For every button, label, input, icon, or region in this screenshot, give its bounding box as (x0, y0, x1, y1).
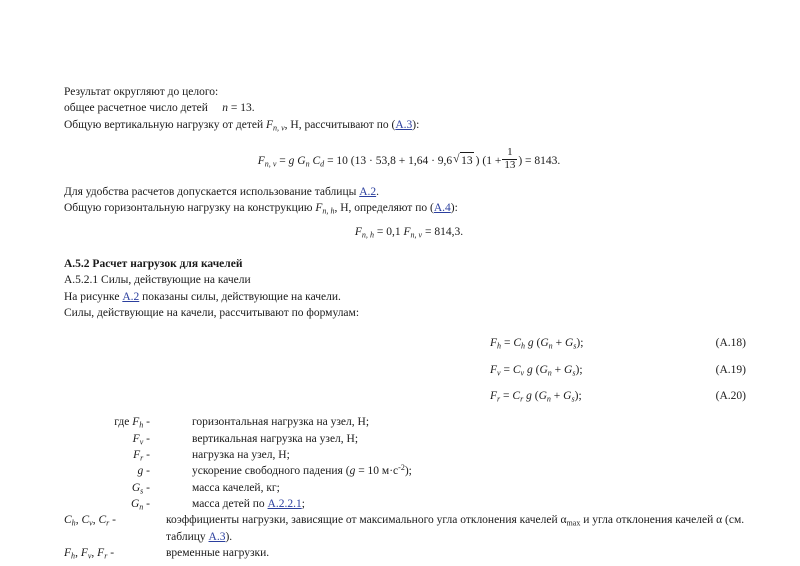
eq20-lhs-symbol: F (490, 390, 498, 403)
eq19-equals: = (503, 363, 510, 376)
definition-row-Fv (64, 431, 754, 447)
eq19-plus: + (554, 363, 562, 376)
def-g-desc-mid: = 10 м·с (355, 465, 399, 478)
fraction-denominator: 13 (504, 158, 516, 171)
eq19-g: g (526, 363, 533, 376)
def-Gn-subscript: n (139, 502, 144, 512)
def-Gs-letter: G (131, 481, 141, 494)
definition-desc-g (156, 463, 754, 479)
eq18-lhs (490, 337, 501, 349)
def-load-Fr-letter: F (97, 546, 105, 559)
formula-tail: ) = 8143. (518, 155, 561, 168)
sqrt-radicand: 13 (460, 152, 474, 169)
eq19-m2-letter: G (564, 363, 573, 376)
definition-desc-Fv: вертикальная нагрузка на узел, Н; (192, 432, 359, 445)
eq20-m2-letter: G (563, 390, 572, 403)
def-Gs-subscript: s (140, 485, 144, 495)
def-Ch-subscript: h (71, 518, 76, 528)
eq19-lhs-symbol: F (490, 363, 498, 376)
equation-row-a20 (64, 388, 754, 404)
eq18-lhs-symbol: F (490, 337, 498, 350)
eq20-lhs-subscript: r (497, 394, 501, 404)
formula-equals-1: = (279, 155, 286, 168)
intro-line-1: Результат округляют до целого: (64, 86, 219, 98)
eq19-coef-letter: C (512, 363, 521, 376)
definition-desc-coefficients (150, 512, 754, 545)
def-load-Fh-letter: F (64, 546, 72, 559)
eq19-coef-subscript: v (520, 367, 525, 377)
eq20-plus: + (553, 390, 561, 403)
eq20-m1-letter: G (538, 390, 547, 403)
formula-lhs-subscript: n, v (264, 159, 277, 169)
def-Gn-desc-pre: масса детей по (192, 498, 268, 510)
def-load-Fv-letter: F (80, 546, 88, 559)
formula-mid: ) (1 + (475, 155, 502, 168)
def-Fr-subscript: r (140, 453, 144, 463)
figure-reference-prefix: На рисунке (64, 290, 120, 303)
equation-number-a19: (А.19) (715, 363, 746, 376)
def-Gn-letter: G (130, 498, 140, 510)
definition-term-Gn (64, 496, 156, 512)
definition-term-g (64, 463, 156, 479)
def-Cr-letter: C (98, 514, 107, 527)
def-Fv-subscript: v (139, 436, 144, 446)
formula-h-rhs-subscript: n, v (410, 229, 423, 239)
definition-term-Fr (64, 447, 156, 463)
eq18-m1-subscript: n (548, 341, 553, 351)
def-load-Fh-symbol (64, 547, 75, 559)
eq18-lhs-subscript: h (497, 341, 502, 351)
eq18-m2-subscript: s (573, 341, 577, 351)
intro-line-2-text: общее расчетное число детей (64, 102, 208, 115)
eq20-equals: = (503, 390, 510, 403)
eq18-coef (513, 337, 525, 349)
section-subheading: А.5.2.1 Силы, действующие на качели (64, 274, 251, 287)
eq20-coef-letter: C (512, 390, 521, 403)
horizontal-note-line (64, 200, 754, 216)
def-load-Fv-subscript: v (87, 551, 92, 561)
horizontal-note-suffix: ): (450, 202, 458, 215)
eq20-m1-subscript: n (546, 394, 551, 404)
formula-h-lhs-symbol: F (354, 225, 362, 238)
formula-Cd (312, 155, 324, 167)
def-Fr-dash: - (146, 449, 150, 462)
definition-desc-Fr: нагрузка на узел, Н; (192, 449, 290, 462)
eq20-coef-subscript: r (520, 394, 524, 404)
def-Cv-symbol (81, 514, 92, 526)
eq20-lhs (490, 390, 500, 402)
def-Fv-letter: F (132, 432, 140, 445)
formula-G-letter: G (297, 155, 306, 168)
eq18-equals: = (503, 337, 511, 350)
definition-list (64, 414, 754, 561)
eq19-coef (513, 364, 524, 376)
xref-a2-figure-link[interactable]: А.2 (122, 290, 140, 303)
def-Cr-subscript: r (106, 518, 110, 528)
equation-a20-body (490, 388, 582, 404)
horizontal-note-mid: , Н, определяют по ( (334, 202, 434, 215)
eq18-plus: + (555, 337, 563, 350)
table-note-line (64, 184, 754, 200)
definition-row-g (64, 463, 754, 479)
formula-horizontal-load (64, 224, 754, 240)
def-alpha-max-subscript: max (566, 518, 581, 528)
def-g-desc-exponent: -2 (398, 463, 405, 473)
def-Gn-symbol (131, 498, 143, 510)
intro-line-3-prefix: Общую вертикальную нагрузку от детей (64, 118, 264, 131)
eq18-coef-letter: C (513, 337, 521, 350)
formula-lhs-symbol: F (257, 155, 265, 168)
xref-a3-table-link[interactable]: А.3 (208, 530, 226, 543)
eq19-m1 (539, 364, 551, 376)
def-coefficients-dash: - (112, 514, 116, 527)
def-Gn-dash: - (146, 498, 150, 510)
def-Gs-symbol (132, 482, 143, 494)
def-loads-dash: - (110, 546, 115, 559)
symbol-Fnh-subscript: n, h (322, 206, 335, 216)
eq19-m2-subscript: s (572, 367, 576, 377)
def-Ch-symbol (64, 514, 76, 526)
def-Cv-letter: C (81, 514, 90, 527)
intro-line-3-mid: , Н, рассчитывают по ( (284, 118, 396, 131)
equation-row-a18 (64, 335, 754, 351)
definition-row-Gn (64, 496, 754, 512)
formula-h-lhs-subscript: n, h (361, 229, 374, 239)
formula-g: g (288, 155, 295, 168)
equation-row-a19 (64, 362, 754, 378)
def-Fh-symbol (132, 416, 143, 428)
table-note-suffix: . (376, 186, 380, 199)
definition-lead-where: где (114, 416, 130, 429)
definition-term-Fv (64, 431, 156, 447)
equation-a18-body (490, 335, 583, 351)
def-Fh-subscript: h (139, 420, 144, 430)
eq18-g: g (527, 337, 534, 350)
definition-term-coefficients: $C_h$, $C_v$, $C_r$ - (64, 514, 116, 528)
section-heading: А.5.2 Расчет нагрузок для качелей (64, 258, 243, 271)
eq19-close-paren: ); (575, 363, 583, 376)
intro-line-2-value: = 13. (230, 102, 255, 115)
eq18-open-paren: ( (536, 337, 541, 350)
fraction-one-thirteenth (502, 147, 517, 171)
eq20-m2-subscript: s (571, 394, 575, 404)
definition-term-loads: $F_h$, $F_v$, $F_r$ - (64, 546, 115, 561)
xref-a221-link[interactable]: А.2.2.1 (267, 498, 302, 510)
eq19-lhs-subscript: v (497, 367, 501, 377)
def-load-Fh-subscript: h (71, 551, 76, 561)
xref-a2-table-link[interactable]: А.2 (359, 186, 377, 199)
def-Fv-dash: - (146, 432, 150, 445)
def-Fv-symbol (133, 433, 144, 445)
xref-a4-link[interactable]: А.4 (433, 202, 451, 215)
def-Gn-desc-post: ; (301, 498, 305, 510)
def-load-Fv-symbol (81, 547, 92, 559)
eq18-coef-subscript: h (520, 341, 526, 351)
definition-term-Gs (64, 480, 156, 496)
eq19-lhs (490, 364, 501, 376)
formulas-intro-line: Силы, действующие на качели, рассчитывают по формулам: (64, 307, 360, 320)
eq18-close-paren: ); (576, 337, 584, 350)
formula-h-rhs-symbol: F (403, 225, 411, 238)
formula-Gn (297, 155, 309, 167)
horizontal-note-prefix: Общую горизонтальную нагрузку на конструкцию (64, 202, 313, 215)
eq20-m1 (539, 390, 551, 402)
def-Fh-letter: F (132, 416, 140, 429)
def-coefficients-line2-pre: таблицу (166, 530, 209, 543)
def-Cr-symbol (98, 514, 109, 526)
symbol-F-subscript: n, v (273, 122, 285, 132)
formula-total-vertical-load (64, 147, 754, 171)
def-Fh-dash: - (146, 416, 150, 429)
symbol-F-letter: F (265, 118, 274, 131)
def-Fr-symbol (133, 449, 143, 461)
definition-desc-Fh: горизонтальная нагрузка на узел, Н; (192, 416, 370, 429)
sqrt-icon (453, 151, 476, 169)
def-g-desc-post: ); (404, 465, 412, 478)
def-coefficients-line2-post: ). (225, 530, 233, 543)
equation-number-a18: (А.18) (715, 337, 746, 350)
def-Gs-dash: - (146, 481, 150, 494)
variable-n: n (222, 102, 228, 115)
equation-a19-body (490, 362, 583, 378)
eq20-g: g (526, 390, 532, 403)
formula-h-rhs (403, 226, 422, 238)
definition-term-Fh (64, 414, 156, 430)
equation-block (64, 335, 754, 404)
formula-h-lhs (355, 226, 374, 238)
def-load-Fr-symbol (97, 547, 107, 559)
def-g-dash: - (146, 465, 150, 478)
eq20-m2 (563, 390, 574, 402)
formula-h-tail: = 814,3. (425, 225, 464, 238)
eq19-m2 (564, 364, 575, 376)
formula-h-body: = 0,1 (376, 225, 401, 238)
formula-lhs (258, 155, 277, 167)
eq20-open-paren: ( (534, 390, 539, 403)
definition-row-Fh (64, 414, 754, 430)
def-coefficients-text: коэффициенты нагрузки, зависящие от максимального угла отклонения качелей α (166, 514, 567, 527)
definition-desc-Gn (156, 496, 754, 512)
definition-desc-Gs: масса качелей, кг; (192, 481, 280, 494)
def-g-desc-var: g (349, 465, 356, 478)
table-note-prefix: Для удобства расчетов допускается использование таблицы (64, 186, 357, 199)
eq19-m1-subscript: n (547, 367, 552, 377)
definition-row-Fr (64, 447, 754, 463)
formula-body: = 10 (13 · 53,8 + 1,64 · 9,6 (327, 155, 453, 168)
definition-row-Gs (64, 480, 754, 496)
definition-row-coefficients (64, 512, 754, 545)
eq20-close-paren: ); (574, 390, 582, 403)
equation-number-a20: (А.20) (715, 390, 746, 403)
eq18-m1 (540, 337, 552, 349)
eq18-m2 (565, 337, 576, 349)
symbol-Fnv (266, 119, 285, 131)
def-Cv-subscript: v (89, 518, 93, 528)
def-Ch-letter: C (64, 514, 72, 527)
fraction-numerator: 1 (507, 145, 513, 158)
def-load-Fr-subscript: r (104, 551, 108, 561)
def-Fr-letter: F (133, 449, 141, 462)
definition-desc-loads: временные нагрузки. (166, 546, 270, 559)
def-g-symbol: g (137, 465, 144, 478)
eq20-coef (512, 390, 523, 402)
document-body (64, 84, 754, 561)
def-coefficients-text-cont: и угла отклонения качелей α (см. (580, 514, 745, 527)
intro-line-2 (64, 100, 754, 116)
intro-line-3 (64, 117, 754, 133)
eq19-m1-letter: G (539, 363, 548, 376)
formula-C-letter: C (312, 155, 321, 168)
def-g-desc-pre: ускорение свободного падения ( (192, 465, 350, 478)
figure-reference-suffix: показаны силы, действующие на качели. (142, 290, 341, 303)
eq18-m1-letter: G (540, 337, 549, 350)
formula-C-subscript: d (320, 159, 325, 169)
eq19-open-paren: ( (535, 363, 540, 376)
eq18-m2-letter: G (564, 337, 574, 350)
definition-row-loads (64, 545, 754, 561)
intro-line-3-suffix: ): (412, 118, 420, 131)
formula-G-subscript: n (305, 159, 310, 169)
figure-reference-line (64, 289, 754, 305)
symbol-Fnh-letter: F (315, 202, 323, 215)
symbol-Fnh (315, 202, 334, 214)
xref-a3-link[interactable]: А.3 (395, 118, 413, 131)
